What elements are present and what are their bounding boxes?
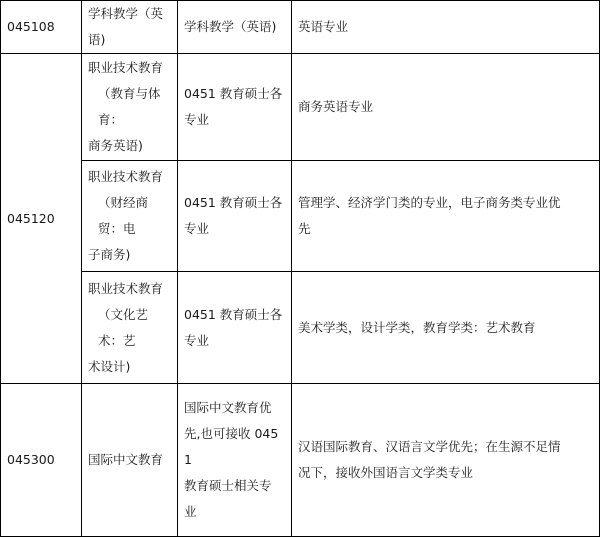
requirement-cell: 英语专业: [292, 1, 600, 54]
major-code-cell: 045120: [1, 54, 82, 384]
field-line: 职业技术教育: [88, 169, 164, 184]
master-line: 专业: [184, 332, 210, 348]
master-line: 先,也可接收 0451: [184, 426, 279, 467]
table-row: [1, 384, 600, 537]
master-degree-cell: [178, 272, 292, 384]
field-line: 职业技术教育: [88, 60, 164, 75]
master-line: 0451 教育硕士各: [184, 86, 283, 101]
requirement-line: 商务英语专业: [298, 99, 374, 114]
table-row: [1, 1, 600, 54]
master-line: 0451 教育硕士各: [184, 195, 283, 210]
master-line: 专业: [184, 112, 210, 127]
requirement-cell: [292, 384, 600, 537]
field-line: 商务英语): [88, 138, 143, 153]
requirement-line: 先: [298, 221, 311, 236]
field-line: 子商务): [88, 247, 131, 262]
master-line: 业: [184, 504, 197, 519]
field-line: 术设计): [88, 358, 131, 374]
field-cell: 学科教学（英语): [82, 1, 178, 54]
requirement-line: 汉语国际教育、汉语言文学优先；在生源不足情: [298, 439, 561, 454]
field-cell: 国际中文教育: [82, 384, 178, 537]
requirement-cell: [292, 54, 600, 161]
table-row: [1, 272, 600, 384]
field-line: （文化艺术：艺: [98, 306, 149, 348]
table-row: [1, 161, 600, 272]
field-cell: [82, 54, 178, 161]
field-line: （财经商贸：电: [98, 195, 149, 236]
master-line: 教育硕士相关专: [184, 478, 272, 493]
master-line: 专业: [184, 221, 210, 236]
field-cell: [82, 272, 178, 384]
requirement-cell: [292, 161, 600, 272]
master-line: 0451 教育硕士各: [184, 306, 283, 322]
field-line: （教育与体育：: [98, 86, 161, 127]
requirement-cell: [292, 272, 600, 384]
master-degree-cell: [178, 161, 292, 272]
major-code-cell: 045300: [1, 384, 82, 537]
master-degree-cell: 学科教学（英语): [178, 1, 292, 54]
major-code-cell: 045108: [1, 1, 82, 54]
master-line: 国际中文教育优: [184, 400, 272, 415]
requirement-line: 况下，接收外国语言文学类专业: [298, 465, 474, 480]
master-degree-cell: [178, 54, 292, 161]
requirement-line: 管理学、经济学门类的专业，电子商务类专业优: [298, 195, 561, 210]
requirement-line: 美术学类，设计学类，教育学类：艺术教育: [298, 319, 536, 335]
master-degree-cell: [178, 384, 292, 537]
field-cell: [82, 161, 178, 272]
field-line: 职业技术教育: [88, 280, 164, 296]
table-row: [1, 54, 600, 161]
